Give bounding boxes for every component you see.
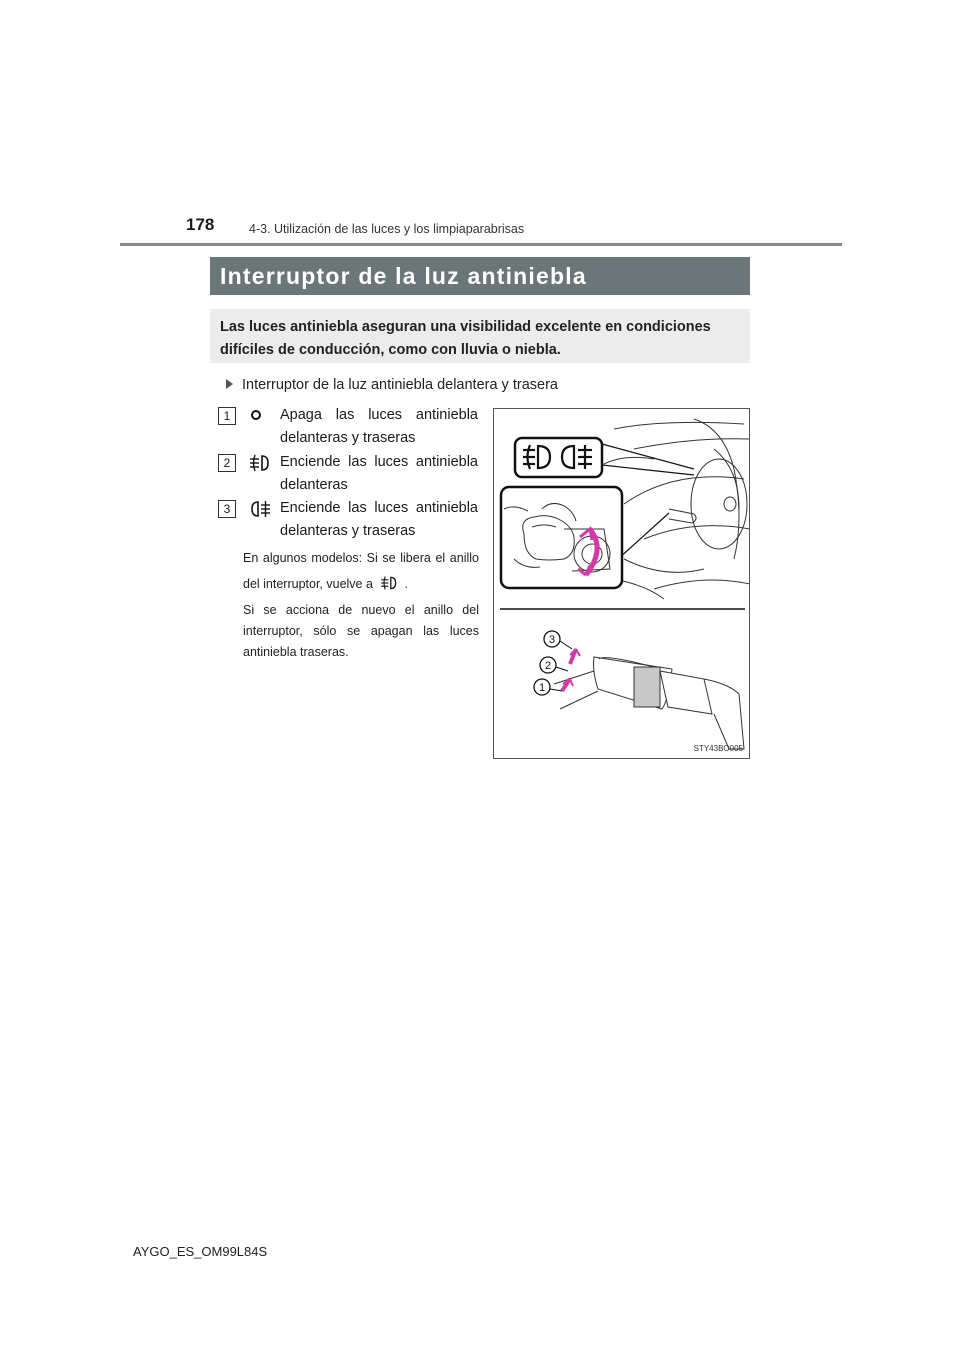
item-text: Enciende las luces antiniebla delanteras: [280, 454, 478, 493]
list-item: [218, 497, 480, 545]
item-number: 3: [218, 500, 236, 518]
page-number: 178: [186, 215, 215, 234]
illustration: [493, 408, 750, 759]
front-fog-light-icon: [246, 453, 276, 473]
item-text: Apaga las luces antiniebla delanteras y traseras: [280, 407, 478, 446]
footer-code: AYGO_ES_OM99L84S: [133, 1244, 268, 1259]
page-title: Interruptor de la luz antiniebla: [220, 263, 587, 289]
subheading: [214, 377, 558, 393]
title-bar: [210, 257, 750, 295]
item-text: Enciende las luces antiniebla delanteras y traseras: [280, 500, 478, 539]
item-number: 2: [218, 454, 236, 472]
note: [243, 545, 479, 597]
callout-number: 1: [538, 682, 546, 694]
intro-text: Las luces antiniebla aseguran una visibilidad excelente en condiciones difíciles de conducción, como con lluvia o niebla.: [220, 319, 711, 358]
note-text-end: .: [404, 577, 408, 591]
fog-switch-illustration: [494, 409, 750, 759]
note: Si se acciona de nuevo el anillo del interruptor, sólo se apagan las luces antiniebla traseras.: [243, 603, 479, 659]
section-title: 4-3. Utilización de las luces y los limpiaparabrisas: [249, 222, 525, 236]
list-item: [218, 404, 480, 452]
front-fog-light-icon: [378, 575, 402, 591]
note-text: En algunos modelos: Si se libera el anillo del interruptor, vuelve a: [243, 551, 479, 591]
callout-number: 3: [548, 634, 556, 646]
rear-fog-light-icon: [246, 499, 276, 519]
figure-code: STY43BO005: [693, 744, 743, 753]
triangle-bullet-icon: [226, 379, 233, 389]
off-circle-icon: [246, 406, 276, 426]
header-rule: [120, 243, 842, 246]
subheading-text: Interruptor de la luz antiniebla delantera y trasera: [242, 377, 558, 393]
item-number: 1: [218, 407, 236, 425]
callout-number: 2: [544, 660, 552, 672]
list-item: [218, 451, 480, 499]
intro-box: [210, 309, 750, 363]
